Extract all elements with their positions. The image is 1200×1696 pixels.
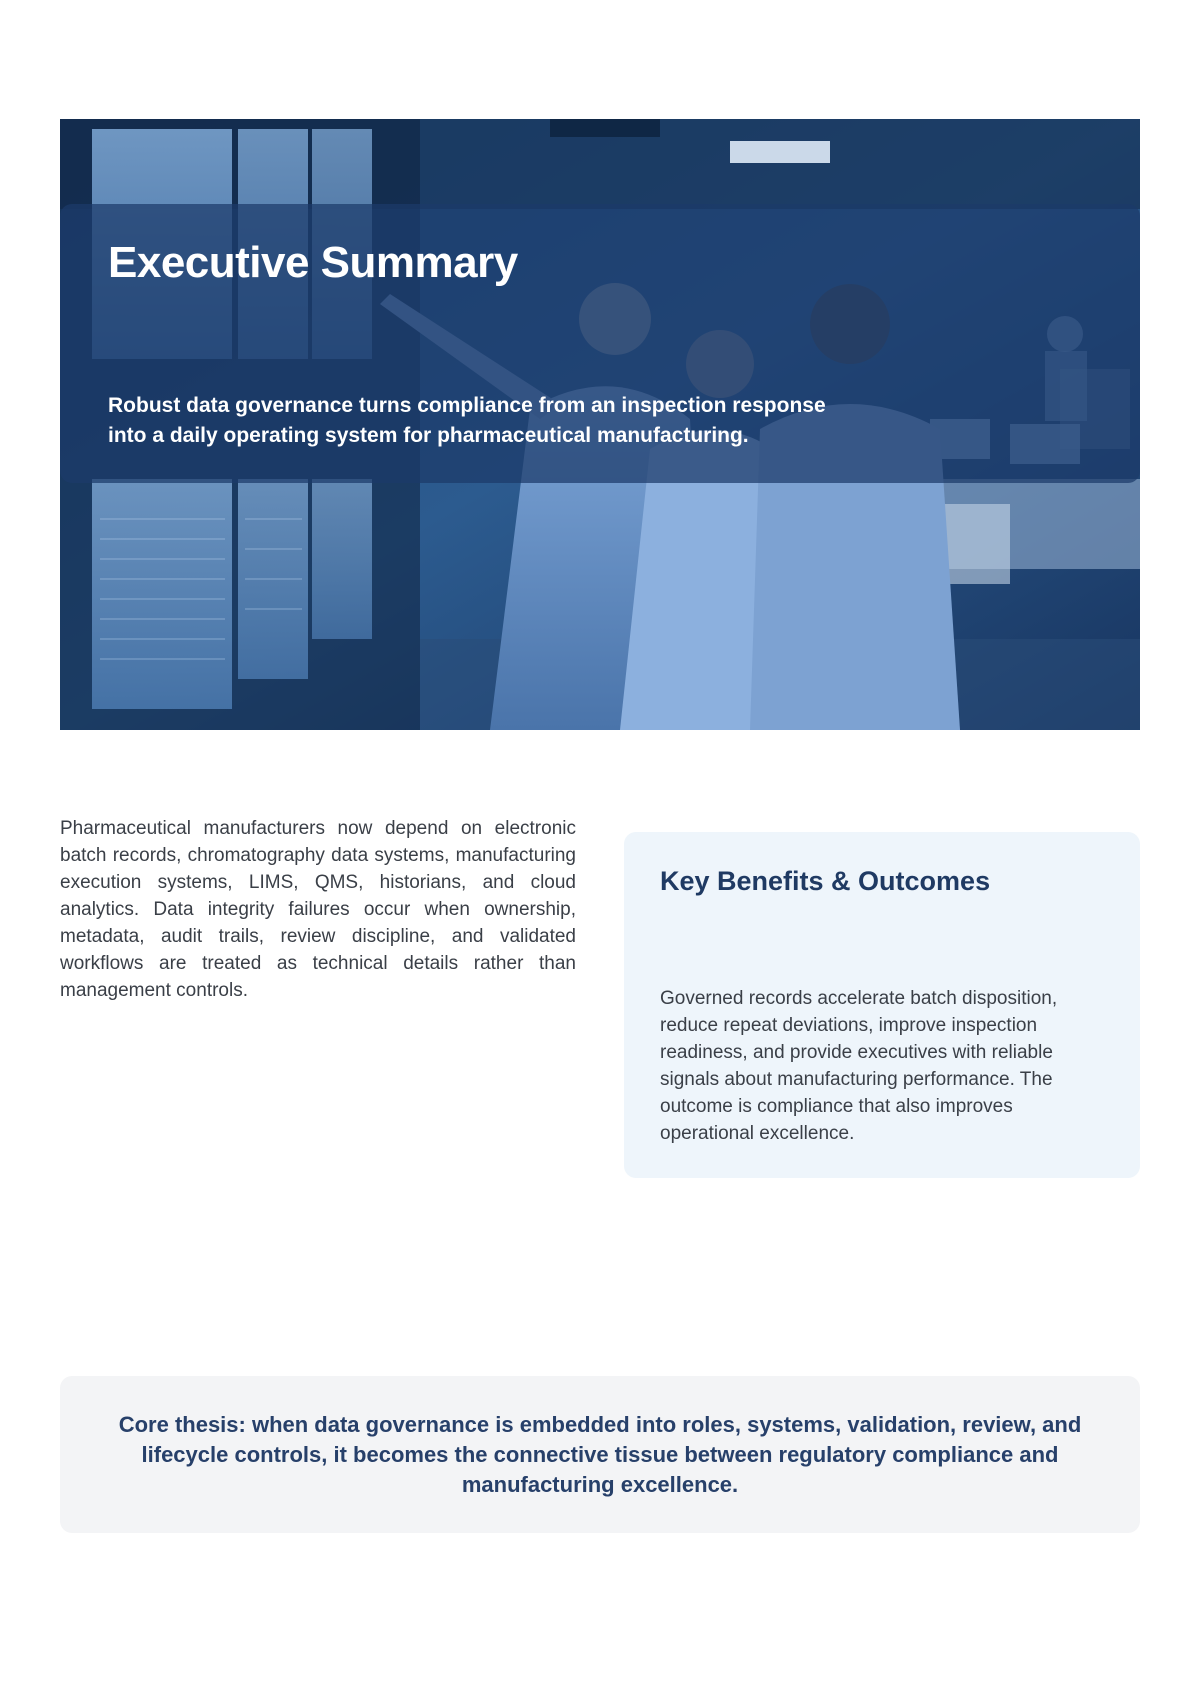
page-title: Executive Summary <box>108 238 518 287</box>
benefits-card <box>624 832 1140 1178</box>
hero-banner <box>60 119 1140 730</box>
core-thesis-callout <box>60 1376 1140 1533</box>
core-thesis-text: Core thesis: when data governance is embedded into roles, systems, validation, review, and lifecycle controls, it becomes the connective tissue between regulatory compliance and manufacturing excellence. <box>118 1412 1082 1497</box>
intro-paragraph: Pharmaceutical manufacturers now depend on electronic batch records, chromatography data systems, manufacturing execution systems, LIMS, QMS, historians, and cloud analytics. Data integrity failures occur when ownership, metadata, audit trails, review discipline, and validated workflows are treated as technical details rather than management controls. <box>60 818 576 1001</box>
hero-subtitle: Robust data governance turns compliance from an inspection response into a daily operating system for pharmaceutical manufacturing. <box>108 394 826 447</box>
benefits-text: Governed records accelerate batch disposition, reduce repeat deviations, improve inspection readiness, and provide executives with reliable signals about manufacturing performance. The outcome is compliance that also improves operational excellence. <box>660 988 1058 1144</box>
benefits-title: Key Benefits & Outcomes <box>660 866 991 896</box>
